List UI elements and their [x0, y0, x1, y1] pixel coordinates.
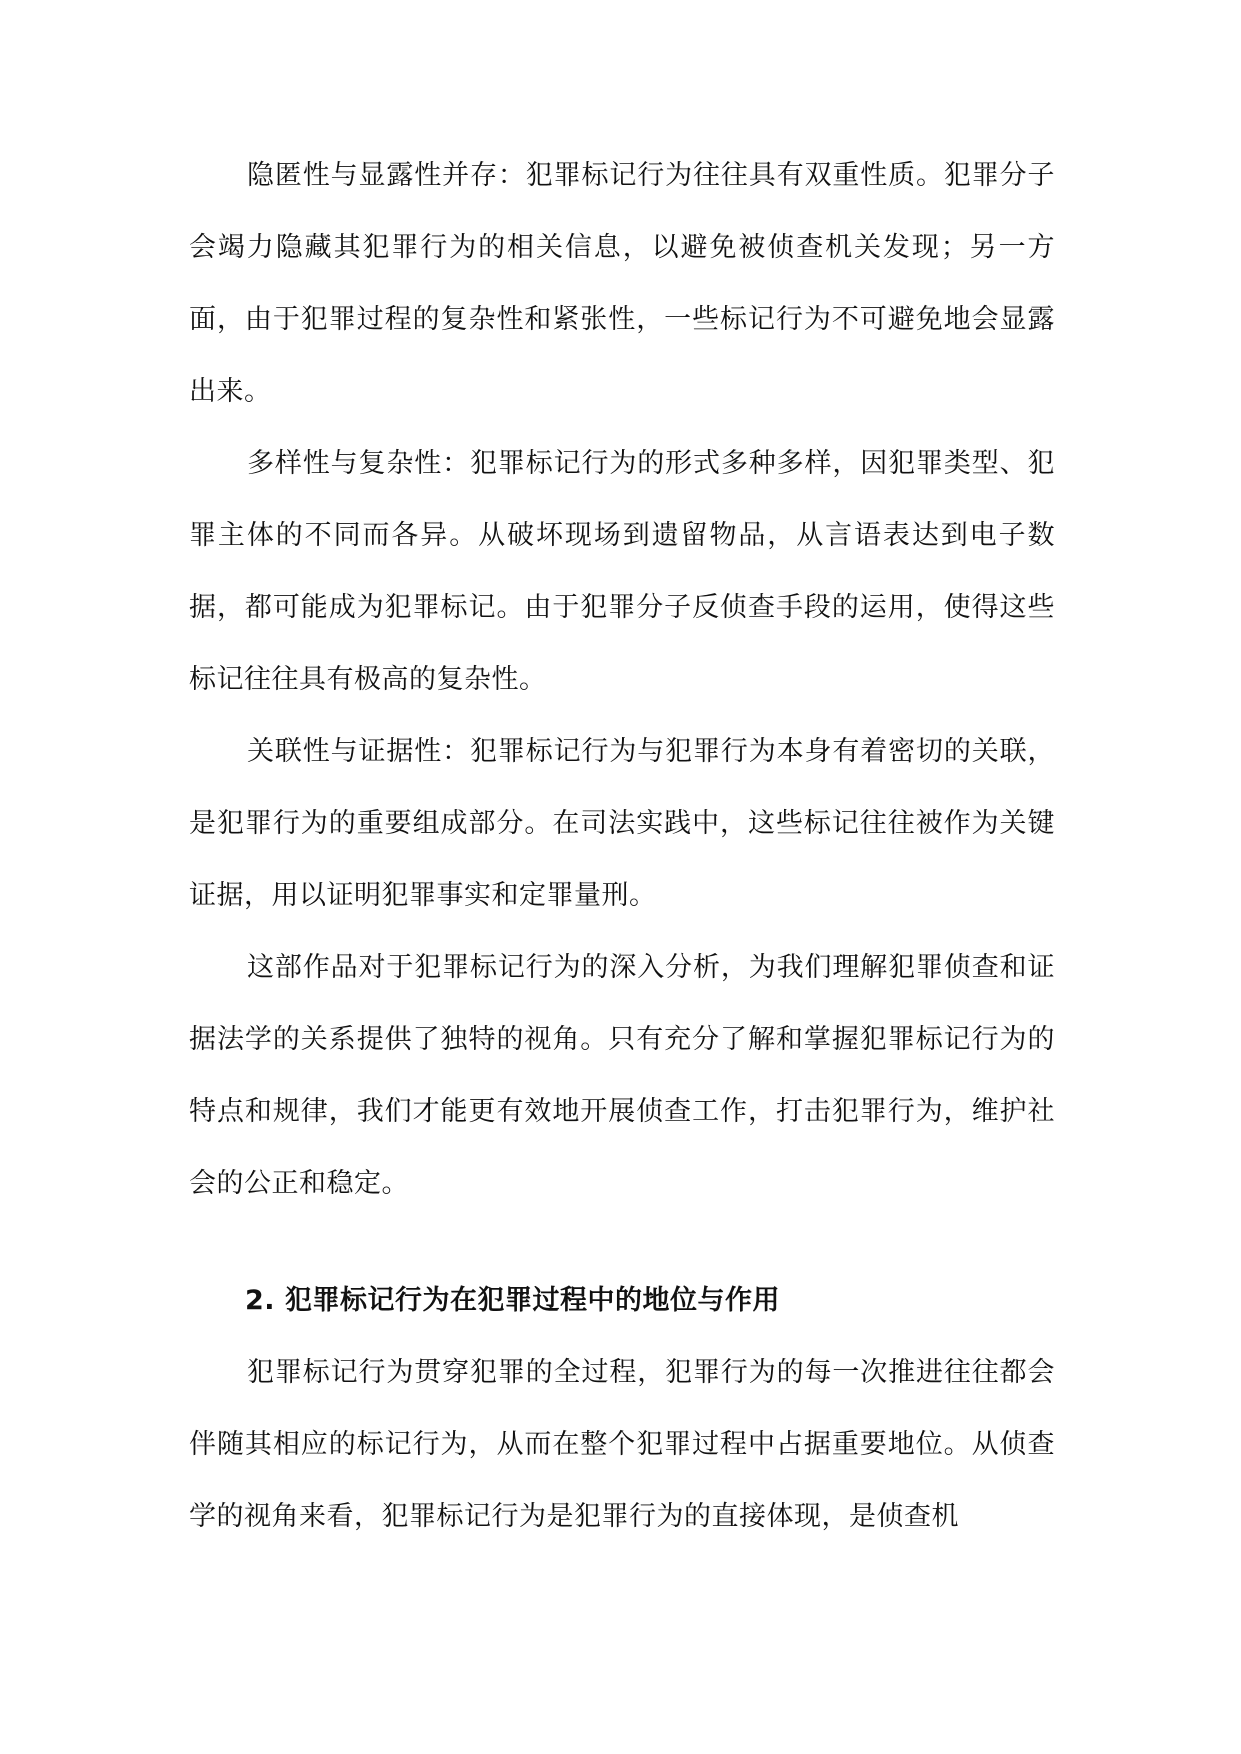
section-heading: 2. 犯罪标记行为在犯罪过程中的地位与作用 — [245, 1285, 780, 1316]
paragraph-concealment-and-exposure: 隐匿性与显露性并存：犯罪标记行为往往具有双重性质。犯罪分子会竭力隐藏其犯罪行为的相关信息，以避免被侦查机关发现；另一方面，由于犯罪过程的复杂性和紧张性，一些标记行为不可避免地会显露出来。 — [189, 160, 1055, 407]
paragraph-diversity-and-complexity: 多样性与复杂性：犯罪标记行为的形式多种多样，因犯罪类型、犯罪主体的不同而各异。从破坏现场到遗留物品，从言语表达到电子数据，都可能成为犯罪标记。由于犯罪分子反侦查手段的运用，使得这些标记往往具有极高的复杂性。 — [189, 448, 1055, 695]
paragraph-role-in-crime-process: 犯罪标记行为贯穿犯罪的全过程，犯罪行为的每一次推进往往都会伴随其相应的标记行为，从而在整个犯罪过程中占据重要地位。从侦查学的视角来看，犯罪标记行为是犯罪行为的直接体现，是侦查机 — [189, 1357, 1055, 1532]
paragraph-work-analysis: 这部作品对于犯罪标记行为的深入分析，为我们理解犯罪侦查和证据法学的关系提供了独特的视角。只有充分了解和掌握犯罪标记行为的特点和规律，我们才能更有效地开展侦查工作，打击犯罪行为，维护社会的公正和稳定。 — [189, 952, 1055, 1199]
document-body — [189, 140, 1055, 1553]
paragraph-relevance-and-evidence: 关联性与证据性：犯罪标记行为与犯罪行为本身有着密切的关联，是犯罪行为的重要组成部分。在司法实践中，这些标记往往被作为关键证据，用以证明犯罪事实和定罪量刑。 — [189, 736, 1055, 911]
